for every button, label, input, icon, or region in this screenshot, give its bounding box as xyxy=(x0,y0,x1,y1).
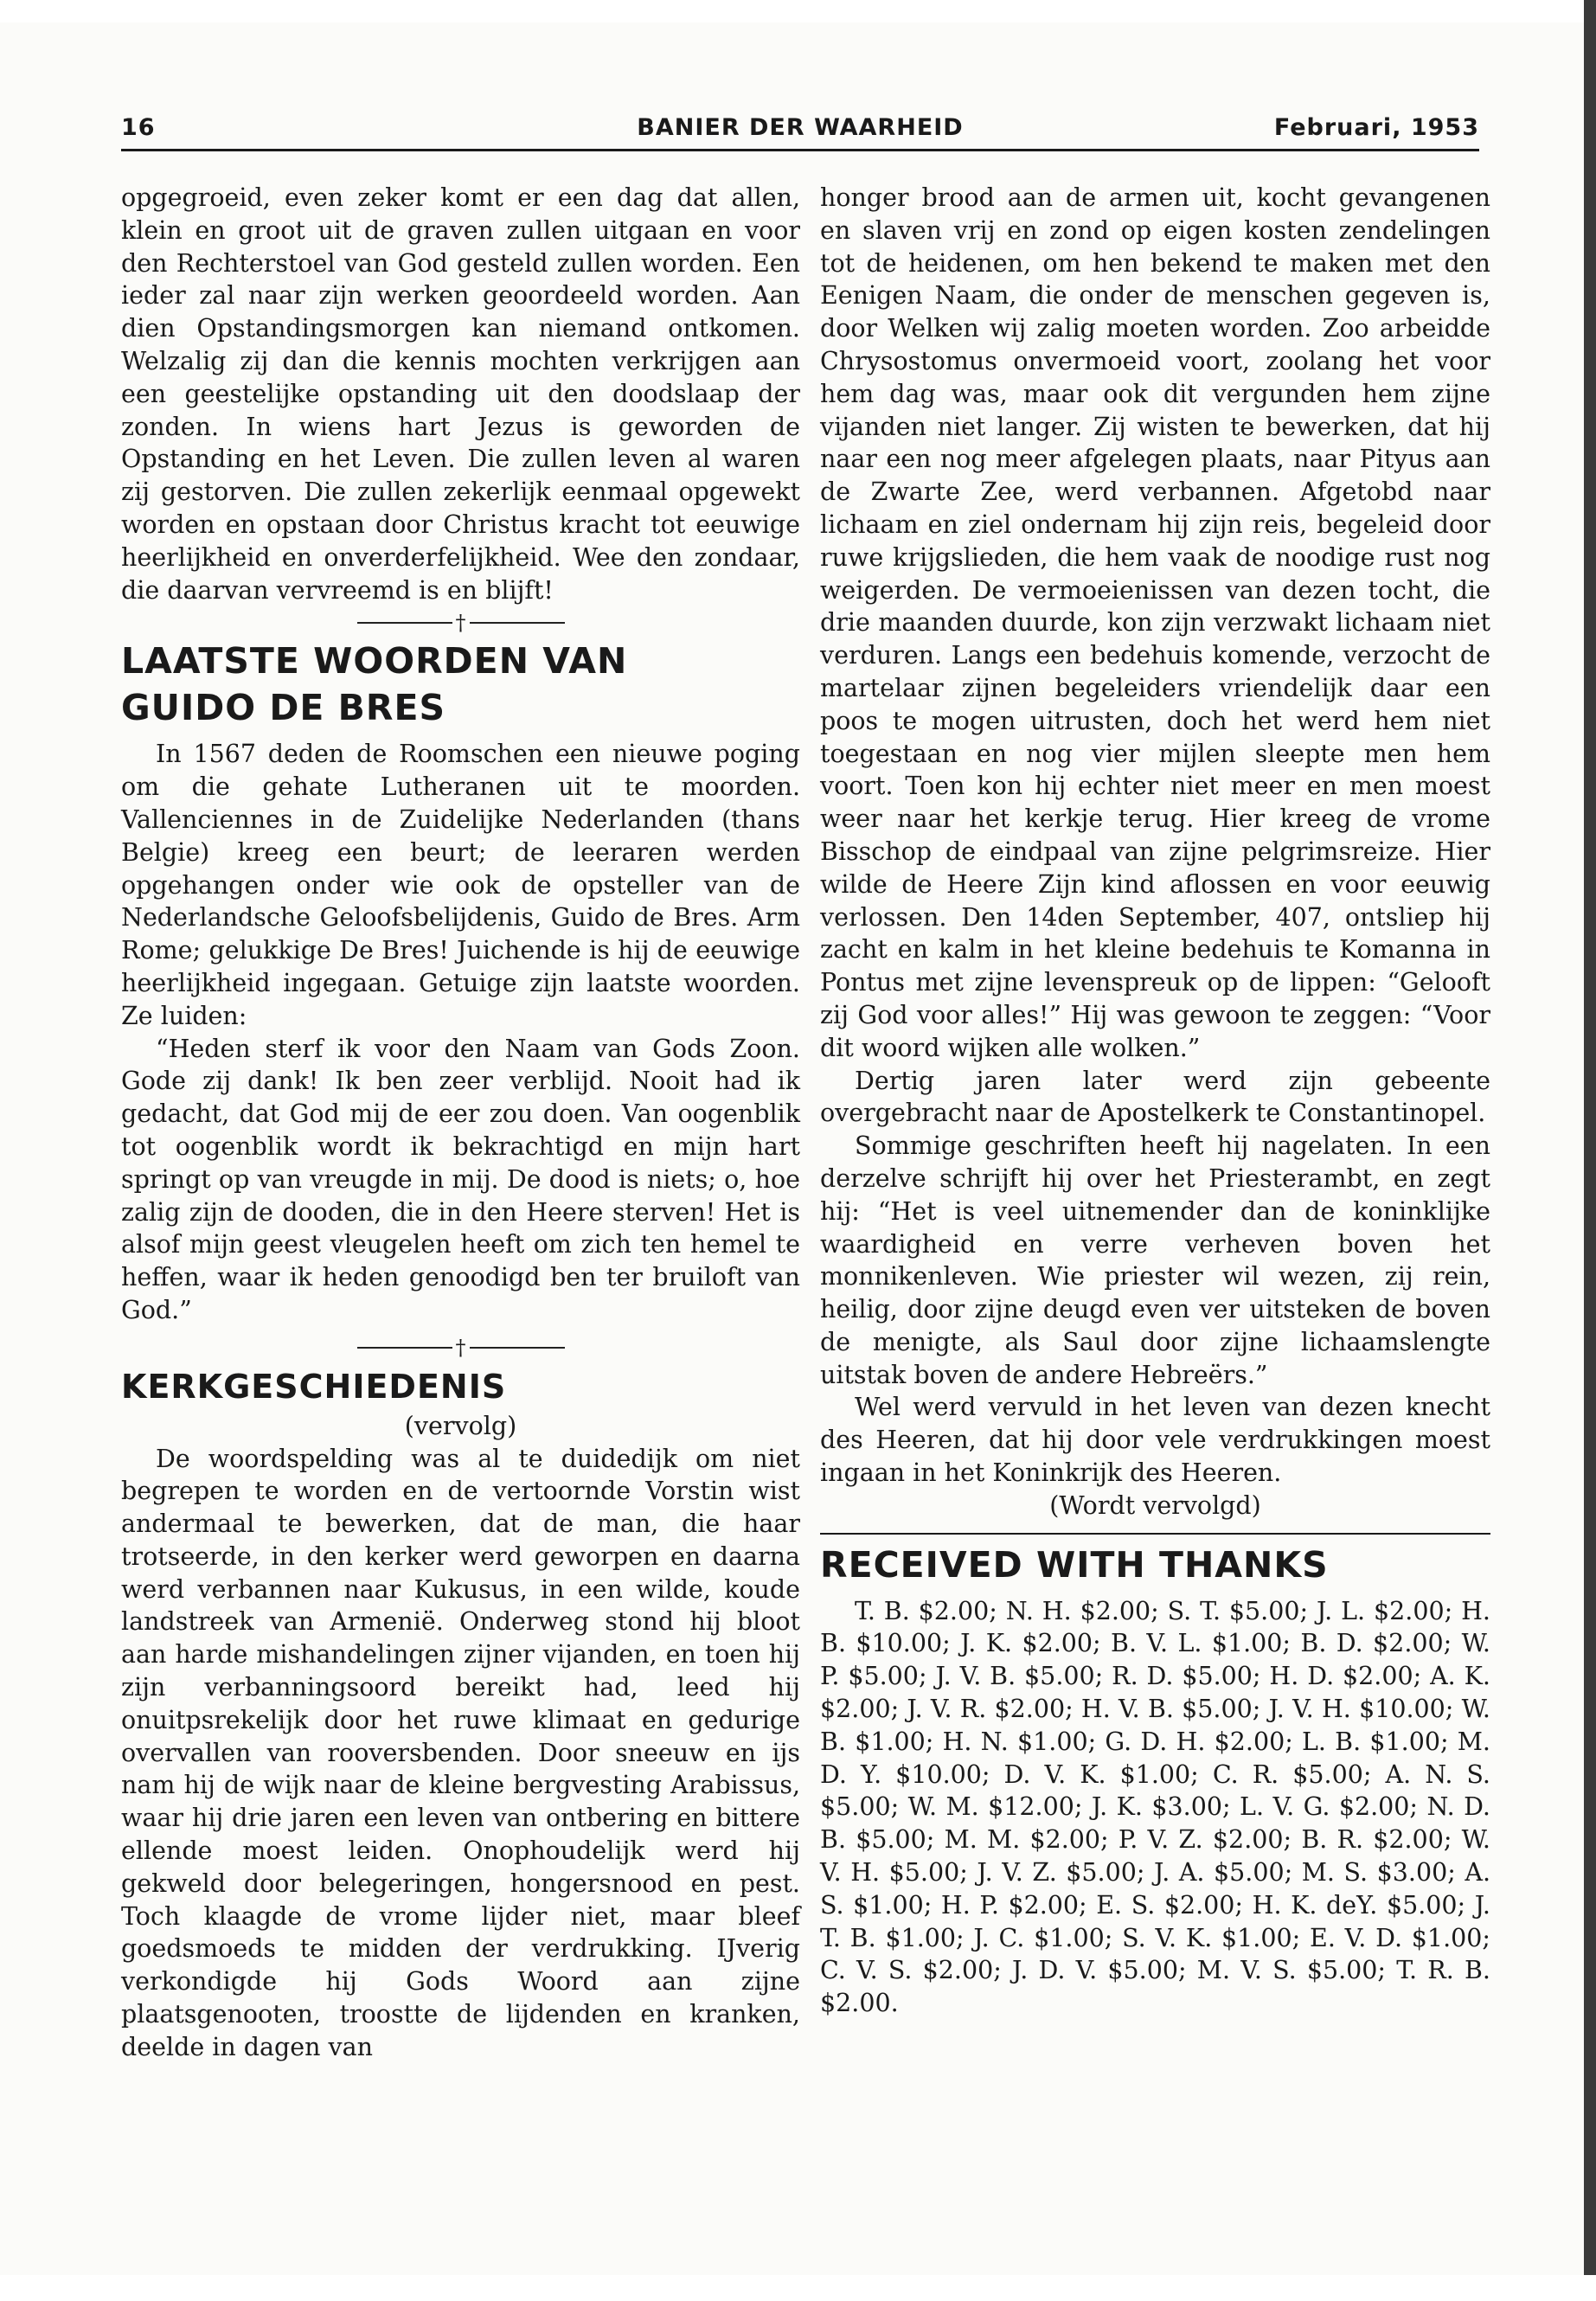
article-subtitle: (vervolg) xyxy=(404,1411,517,1440)
right-column xyxy=(820,182,1490,2020)
article-paragraph: honger brood aan de armen uit, kocht gevangenen en slaven vrij en zond op eigen kosten zendelingen tot de heidenen, om hen bekend te maken met den Eenigen Naam, die onder de menschen gegeven is, door Welken wij zalig moeten worden. Zoo arbeidde Chrysostomus onvermoeid voort, zoolang het voor hem dag was, maar ook dit vergunden hem zijne vijanden niet langer. Zij wisten te bewerken, dat hij naar een nog meer afgelegen plaats, naar Pityus aan de Zwarte Zee, werd verbannen. Afgetobd naar lichaam en ziel ondernam hij zijn reis, begeleid door ruwe krijgslieden, die hem vaak de noodige rust nog weigerden. De vermoeienissen van dezen tocht, die drie maanden duurde, kon zijn verzwakt lichaam niet verduren. Langs een bedehuis komende, verzocht de martelaar zijnen begeleiders vriendelijk daar een poos te mogen uitrusten, doch het werd hem niet toegestaan en nog vier mijlen sleepte men hem voort. Toen kon hij echter niet meer en men moest weer naar het kerkje terug. Hier kreeg de vrome Bisschop de eindpaal van zijne pelgrimsreize. Hier wilde de Heere Zijn kind aflossen en voor eeuwig verlossen. Den 14den September, 407, ontsliep hij zacht en kalm in het kleine bedehuis te Komanna in Pontus met zijne levenspreuk op de lippen: “Gelooft zij God voor alles!” Hij was gewoon te zeggen: “Voor dit woord wijken alle wolken.” xyxy=(820,183,1490,1062)
running-head xyxy=(121,114,1479,149)
article-paragraph: Dertig jaren later werd zijn gebeente overgebracht naar de Apostelkerk te Constantinopel. xyxy=(820,1066,1490,1128)
separator xyxy=(121,608,800,634)
article-paragraph: Sommige geschriften heeft hij nagelaten. In een derzelve schrijft hij over het Priesterambt, en zegt hij: “Het is veel uitnemender dan de koninklijke waardigheid en verre verheven boven het monnikenleven. Wie priester wil wezen, zij rein, heilig, door zijne deugd even ver uitsteken de boven de menigte, als Saul door zijne lichaamslengte uitstak boven de andere Hebreërs.” xyxy=(820,1131,1490,1389)
article-paragraph: Wel werd vervuld in het leven van dezen knecht des Heeren, dat hij door vele verdrukkingen moest ingaan in het Koninkrijk des Heeren. xyxy=(820,1393,1490,1488)
article-quote: “Heden sterf ik voor den Naam van Gods Zoon. Gode zij dank! Ik ben zeer verblijd. Nooit had ik gedacht, dat God mij de eer zou doen. Van oogenblik tot oogenblik wordt ik bekrachtigd en mijn hart springt op van vreugde in mij. De dood is niets; o, hoe zalig zijn de dooden, die in den Heere sterven! Het is alsof mijn geest vleugelen heeft om zich ten hemel te heffen, waar ik heden genoodigd ben ter bruiloft van God.” xyxy=(121,1034,800,1324)
issue-date: Februari, 1953 xyxy=(1273,114,1479,141)
page-number: 16 xyxy=(121,114,156,141)
header-rule xyxy=(121,149,1479,151)
scan-margin-top xyxy=(0,0,1596,22)
donor-list: T. B. $2.00; N. H. $2.00; S. T. $5.00; J. L. $2.00; H. B. $10.00; J. K. $2.00; B. V. L. $1.00; B. D. $2.00; W. P. $5.00; J. V. B. $5.00; R. D. $5.00; H. D. $2.00; A. K. $2.00; J. V. R. $2.00; H. V. B. $5.00; J. V. H. $10.00; W. B. $1.00; H. N. $1.00; G. D. H. $2.00; L. B. $1.00; M. D. Y. $10.00; D. V. K. $1.00; C. R. $5.00; A. N. S. $5.00; W. M. $12.00; J. K. $3.00; L. V. G. $2.00; N. D. B. $5.00; M. M. $2.00; P. V. Z. $2.00; B. R. $2.00; W. V. H. $5.00; J. V. Z. $5.00; J. A. $5.00; M. S. $3.00; A. S. $1.00; H. P. $2.00; E. S. $2.00; H. K. deY. $5.00; J. T. B. $1.00; J. C. $1.00; S. V. K. $1.00; E. V. D. $1.00; C. V. S. $2.00; J. D. V. $5.00; M. V. S. $5.00; T. R. B. $2.00. xyxy=(820,1596,1490,2018)
title-line-1: LAATSTE WOORDEN VAN xyxy=(121,640,628,683)
to-be-continued: (Wordt vervolgd) xyxy=(1049,1490,1261,1520)
article-title-kerkgeschiedenis: KERKGESCHIEDENIS xyxy=(121,1367,507,1406)
article-paragraph: In 1567 deden de Roomschen een nieuwe poging om die gehate Lutheranen uit te moorden. Vallenciennes in de Zuidelijke Nederlanden (thans Belgie) kreeg een beurt; de leeraren werden opgehangen onder wie ook de opsteller van de Nederlandsche Geloofsbelijdenis, Guido de Bres. Arm Rome; gelukkige De Bres! Juichende is hij de eeuwige heerlijkheid ingegaan. Getuige zijn laatste woorden. Ze luiden: xyxy=(121,740,800,1030)
scan-margin-bottom xyxy=(0,2275,1596,2301)
intro-paragraph: opgegroeid, even zeker komt er een dag dat allen, klein en groot uit de graven zullen uitgaan en voor den Rechterstoel van God gesteld zullen worden. Een ieder zal naar zijn werken geoordeeld worden. Aan dien Opstandingsmorgen kan niemand ontkomen. Welzalig zij dan die kennis mochten verkrijgen aan een geestelijke opstanding uit den doodslaap der zonden. In wiens hart Jezus is geworden de Opstanding en het Leven. Die zullen leven al waren zij gestorven. Die zullen zekerlijk eenmaal opgewekt worden en opstaan door Christus kracht tot eeuwige heerlijkheid en onverderfelijkheid. Wee den zondaar, die daarvan vervreemd is en blijft! xyxy=(121,183,800,605)
left-column xyxy=(121,182,800,2064)
separator xyxy=(121,1334,800,1360)
article-paragraph: De woordspelding was al te duidedijk om niet begrepen te worden en de vertoornde Vorstin wist andermaal te bewerken, dat de man, die haar trotseerde, in den kerker werd geworpen en daarna werd verbannen naar Kukusus, in een wilde, koude landstreek van Armenië. Onderweg stond hij bloot aan harde mishandelingen zijner vijanden, en toen hij zijn verbanningsoord bereikt had, leed hij onuitpsrekelijk door het ruwe klimaat en gedurige overvallen van rooversbenden. Door sneeuw en ijs nam hij de wijk naar de kleine bergvesting Arabissus, waar hij drie jaren een leven van ontbering en bittere ellende moest leiden. Onophoudelijk werd hij gekweld door belegeringen, hongersnood en pest. Toch klaagde de vrome lijder niet, maar bleef goedsmoeds te midden der verdrukking. IJverig verkondigde hij Gods Woord aan zijne plaatsgenooten, troostte de lijdenden en kranken, deelde in dagen van xyxy=(121,1444,800,2061)
cross-icon: † xyxy=(455,1336,466,1361)
publication-title: BANIER DER WAARHEID xyxy=(637,114,964,141)
title-line-2: GUIDO DE BRES xyxy=(121,687,446,729)
article-title-guido-de-bres xyxy=(121,638,800,731)
received-title: RECEIVED WITH THANKS xyxy=(820,1543,1329,1586)
section-rule xyxy=(820,1533,1490,1535)
scan-margin-right xyxy=(1584,0,1596,2301)
cross-icon: † xyxy=(455,610,466,635)
received-list xyxy=(820,1595,1490,2020)
